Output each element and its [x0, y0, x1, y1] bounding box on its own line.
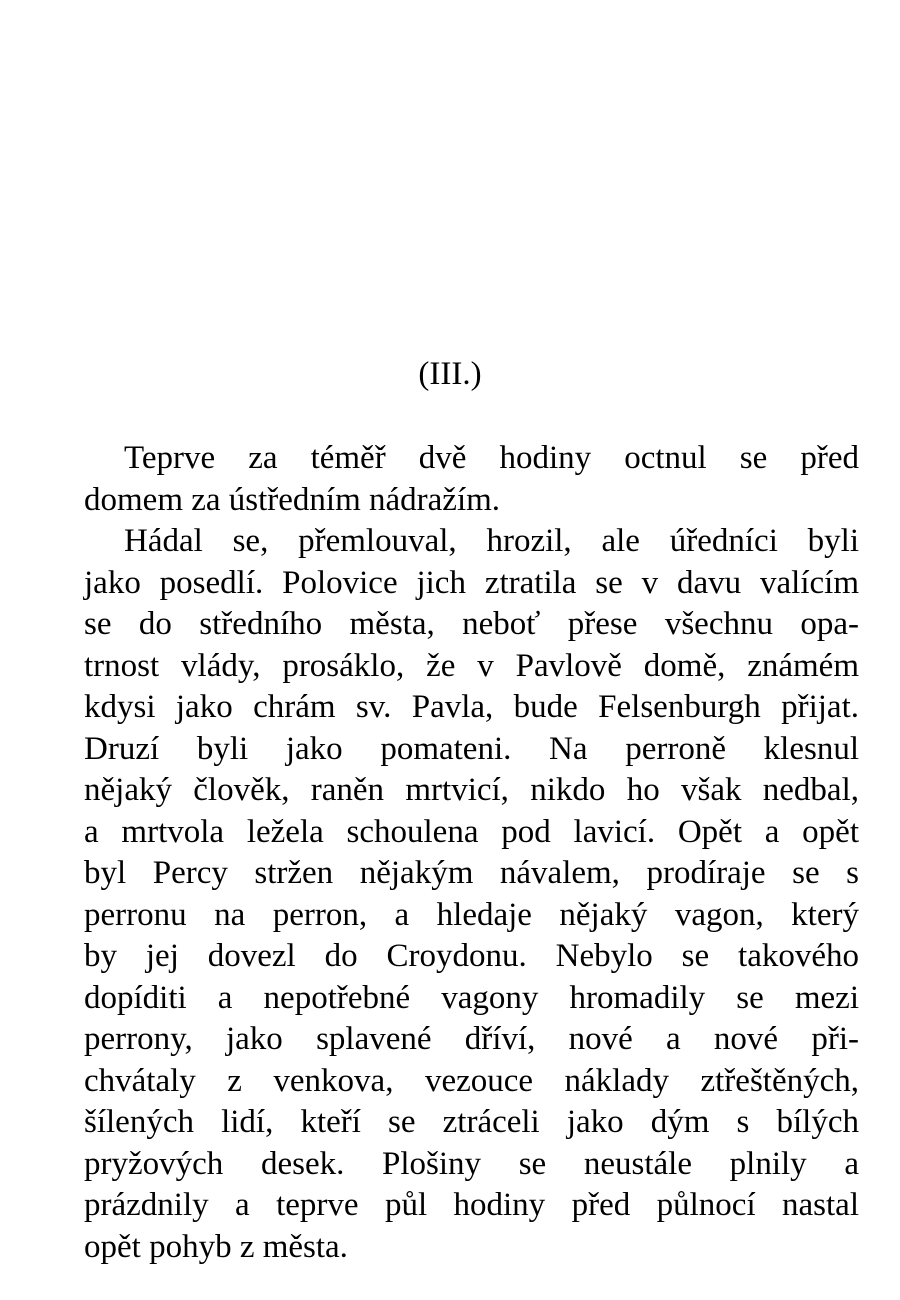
paragraph-1 — [44, 438, 859, 521]
text-line: byl Percy stržen nějakým návalem, prodíraje se s — [84, 855, 859, 891]
text-line: dopíditi a nepotřebné vagony hromadily se mezi — [84, 979, 859, 1016]
text-line: perrony, jako splavené dříví, nové a nové při- — [84, 1021, 859, 1057]
chapter-heading: (III.) — [418, 356, 482, 392]
text-line: a mrtvola ležela schoulena pod lavicí. Opět a opět — [84, 813, 859, 850]
text-line: kdysi jako chrám sv. Pavla, bude Felsenburgh přijat. — [84, 689, 859, 725]
text-line: domem za ústředním nádražím. — [84, 481, 501, 518]
paragraph-2 — [44, 521, 859, 1268]
text-line: trnost vlády, prosáklo, že v Pavlově domě, známém — [84, 647, 859, 684]
text-line: Teprve za téměř dvě hodiny octnul se před — [124, 440, 859, 476]
text-line: by jej dovezl do Croydonu. Nebylo se takového — [84, 938, 859, 974]
text-line: prázdnily a teprve půl hodiny před půlnocí nastal — [84, 1187, 859, 1223]
text-line: šílených lidí, kteří se ztráceli jako dým s bílých — [84, 1104, 859, 1140]
text-line: se do středního města, neboť přese všechnu opa- — [84, 606, 859, 642]
text-line: perronu na perron, a hledaje nějaký vagon, který — [84, 896, 859, 933]
text-line: Hádal se, přemlouval, hrozil, ale úředníci byli — [124, 523, 859, 559]
text-line: pryžových desek. Plošiny se neustále plnily a — [84, 1145, 859, 1182]
text-line: jako posedlí. Polovice jich ztratila se v davu valícím — [84, 564, 859, 601]
body-text — [44, 438, 859, 1268]
text-line: chvátaly z venkova, vezouce náklady ztřeštěných, — [84, 1062, 859, 1099]
text-line: nějaký člověk, raněn mrtvicí, nikdo ho však nedbal, — [84, 772, 859, 808]
text-line: Druzí byli jako pomateni. Na perroně klesnul — [84, 730, 859, 767]
text-line: opět pohyb z města. — [84, 1228, 348, 1265]
